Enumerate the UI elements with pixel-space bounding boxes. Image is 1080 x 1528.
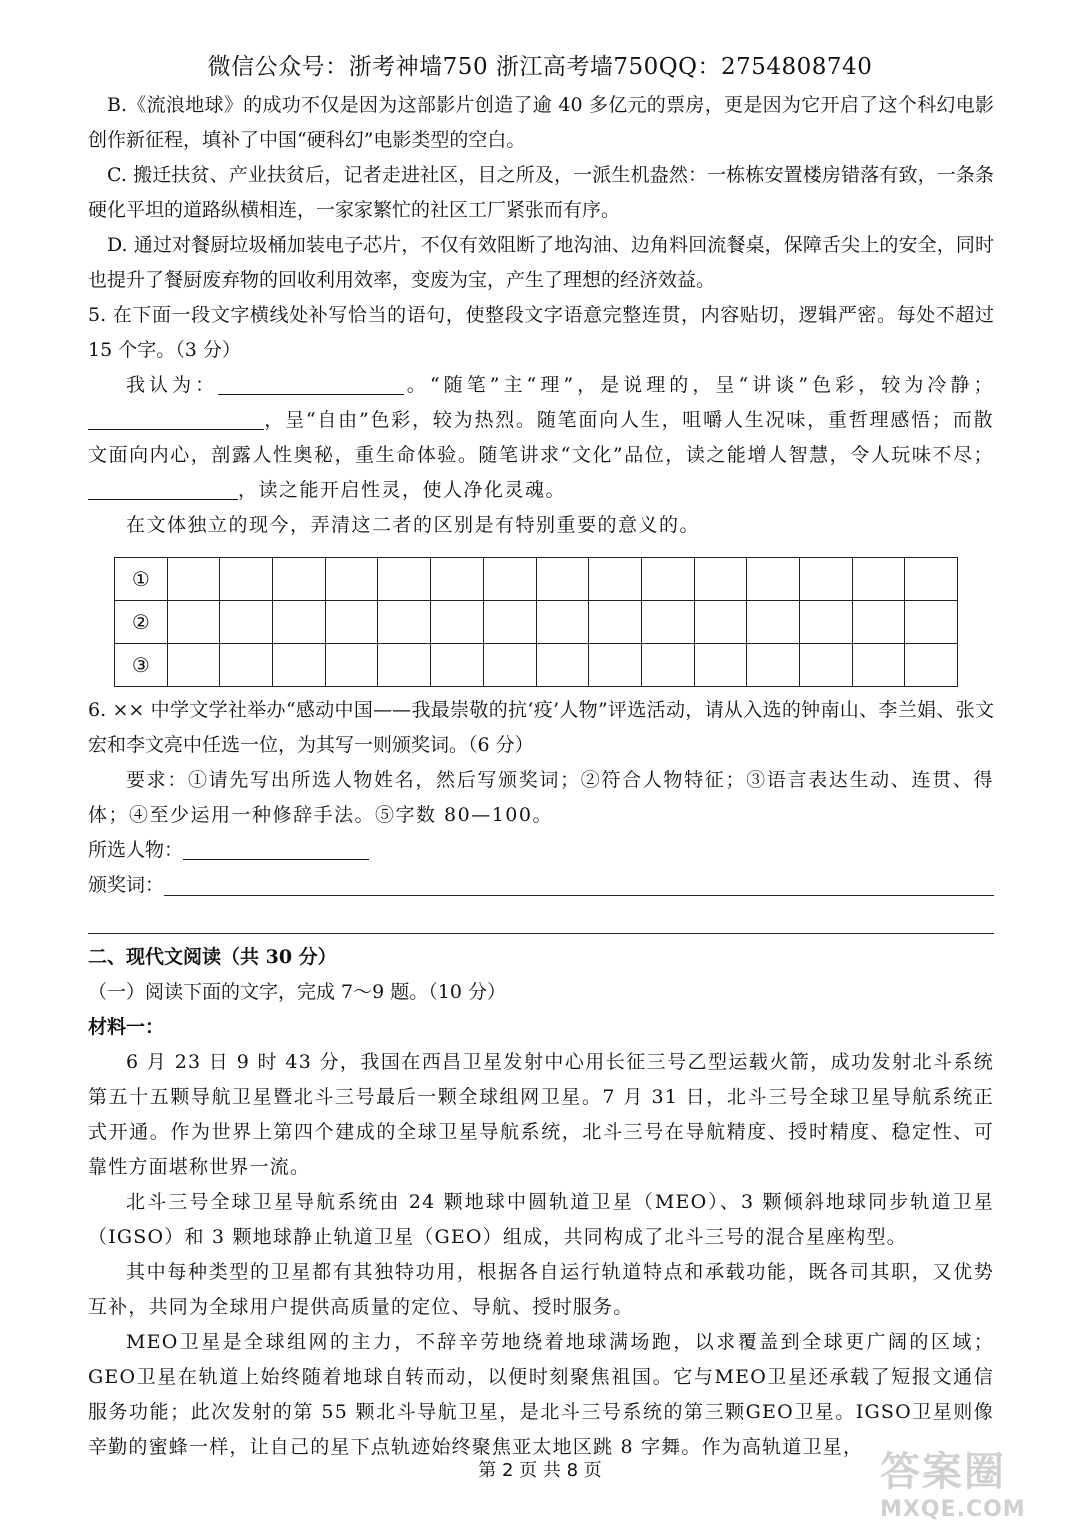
grid-row	[115, 601, 958, 644]
grid-cell[interactable]	[378, 601, 431, 644]
grid-cell[interactable]	[641, 558, 694, 601]
reading-paragraph: 其中每种类型的卫星都有其独特功用，根据各自运行轨道特点和承载功能，既各司其职，又优势互补，共同为全球用户提供高质量的定位、导航、授时服务。	[88, 1261, 994, 1318]
grid-cell[interactable]	[220, 644, 273, 687]
q5-text-a: 我认为：	[126, 374, 219, 396]
grid-cell[interactable]	[852, 644, 905, 687]
q6-award-row	[88, 868, 994, 903]
option-d: D. 通过对餐厨垃圾桶加装电子芯片，不仅有效阻断了地沟油、边角料回流餐桌，保障舌尖上的安全，同时也提升了餐厨废弃物的回收利用效率，变废为宝，产生了理想的经济效益。	[88, 234, 994, 291]
grid-cell[interactable]	[694, 644, 747, 687]
q5-closing: 在文体独立的现今，弄清这二者的区别是有特别重要的意义的。	[126, 514, 701, 536]
reading-paragraph: 北斗三号全球卫星导航系统由 24 颗地球中圆轨道卫星（MEO）、3 颗倾斜地球同步轨道卫星（IGSO）和 3 颗地球静止轨道卫星（GEO）组成，共同构成了北斗三号的混合星座构型。	[88, 1191, 994, 1248]
grid-cell[interactable]	[852, 601, 905, 644]
grid-cell[interactable]	[589, 644, 642, 687]
q6-stem: 6. ×× 中学文学社举办“感动中国——我最崇敬的抗‘疫’人物”评选活动，请从入选的钟南山、李兰娟、张文宏和李文亮中任选一位，为其写一则颁奖词。（6 分）	[88, 699, 994, 756]
grid-cell[interactable]	[378, 558, 431, 601]
page-content	[88, 88, 994, 1465]
q5-blank-2[interactable]	[88, 407, 264, 430]
section-title: 二、现代文阅读（共 30 分）	[88, 946, 337, 968]
grid-cell[interactable]	[905, 644, 958, 687]
person-label: 所选人物：	[88, 839, 184, 861]
grid-cell[interactable]	[747, 558, 800, 601]
section-subtitle: （一）阅读下面的文字，完成 7～9 题。（10 分）	[88, 981, 506, 1003]
grid-cell[interactable]	[167, 644, 220, 687]
grid-cell[interactable]	[273, 558, 326, 601]
watermark-logo	[880, 1440, 1070, 1520]
grid-cell[interactable]	[589, 601, 642, 644]
grid-cell[interactable]	[220, 601, 273, 644]
page-header: 微信公众号：浙考神墙750 浙江高考墙750QQ：2754808740	[207, 54, 873, 80]
grid-cell[interactable]	[273, 601, 326, 644]
grid-cell[interactable]	[483, 558, 536, 601]
grid-cell[interactable]	[747, 644, 800, 687]
grid-cell[interactable]	[799, 558, 852, 601]
q5-stem: 5. 在下面一段文字横线处补写恰当的语句，使整段文字语意完整连贯，内容贴切，逻辑严密。每处不超过 15 个字。（3 分）	[88, 304, 994, 361]
grid-cell[interactable]	[483, 601, 536, 644]
grid-cell[interactable]	[852, 558, 905, 601]
grid-row	[115, 644, 958, 687]
grid-cell[interactable]	[378, 644, 431, 687]
grid-cell[interactable]	[431, 601, 484, 644]
grid-cell[interactable]	[325, 558, 378, 601]
answer-grid	[114, 557, 958, 687]
grid-row-label: ②	[115, 601, 168, 644]
q5-blank-3[interactable]	[88, 477, 238, 500]
grid-cell[interactable]	[641, 644, 694, 687]
grid-cell[interactable]	[483, 644, 536, 687]
award-label: 颁奖词：	[88, 874, 165, 896]
grid-cell[interactable]	[536, 558, 589, 601]
grid-cell[interactable]	[167, 558, 220, 601]
award-input-line-2[interactable]	[88, 903, 994, 934]
grid-cell[interactable]	[694, 558, 747, 601]
material-label: 材料一：	[88, 1016, 165, 1038]
grid-row	[115, 558, 958, 601]
q5-text-d: ，读之能开启性灵，使人净化灵魂。	[238, 479, 567, 501]
reading-paragraph: MEO卫星是全球组网的主力，不辞辛劳地绕着地球满场跑，以求覆盖到全球更广阔的区域；GEO卫星在轨道上始终随着地球自转而动，以便时刻聚焦祖国。它与MEO卫星还承载了短报文通信服务功能；此次发射的第 55 颗北斗导航卫星，是北斗三号系统的第三颗GEO卫星。IGSO卫星则像辛勤的蜜蜂一样，让自己的星下点轨迹始终聚焦亚太地区跳 8 字舞。作为高轨道卫星，	[88, 1331, 994, 1458]
grid-cell[interactable]	[747, 601, 800, 644]
grid-cell[interactable]	[694, 601, 747, 644]
reading-paragraph: 6 月 23 日 9 时 43 分，我国在西昌卫星发射中心用长征三号乙型运载火箭，成功发射北斗系统第五十五颗导航卫星暨北斗三号最后一颗全球组网卫星。7 月 31 日，北斗三号全球卫星导航系统正式开通。作为世界上第四个建成的全球卫星导航系统，北斗三号在导航精度、授时精度、稳定性、可靠性方面堪称世界一流。	[88, 1051, 994, 1178]
grid-cell[interactable]	[905, 601, 958, 644]
q5-text-b: 。“随笔”主“理”，是说理的，呈“讲谈”色彩，较为冷静；	[404, 374, 994, 396]
grid-cell[interactable]	[325, 601, 378, 644]
grid-cell[interactable]	[273, 644, 326, 687]
option-b: B.《流浪地球》的成功不仅是因为这部影片创造了逾 40 多亿元的票房，更是因为它开启了这个科幻电影创作新征程，填补了中国“硬科幻”电影类型的空白。	[88, 94, 994, 151]
grid-cell[interactable]	[905, 558, 958, 601]
grid-cell[interactable]	[536, 644, 589, 687]
grid-cell[interactable]	[431, 644, 484, 687]
q5-passage	[88, 368, 994, 508]
q5-blank-1[interactable]	[218, 372, 404, 395]
grid-cell[interactable]	[220, 558, 273, 601]
watermark-line-2: MXQE.COM	[880, 1497, 1026, 1522]
grid-row-label: ③	[115, 644, 168, 687]
grid-cell[interactable]	[589, 558, 642, 601]
watermark-line-1: 答案圈	[880, 1449, 1006, 1495]
grid-cell[interactable]	[167, 601, 220, 644]
grid-cell[interactable]	[536, 601, 589, 644]
grid-cell[interactable]	[431, 558, 484, 601]
q5-text-c: ，呈“自由”色彩，较为热烈。随笔面向人生，咀嚼人生况味，重哲理感悟；而散文面向内心，剖露人性奥秘，重生命体验。随笔讲求“文化”品位，读之能增人智慧，令人玩味不尽；	[88, 409, 994, 466]
grid-row-label: ①	[115, 558, 168, 601]
page-number: 第 2 页 共 8 页	[478, 1460, 602, 1481]
grid-cell[interactable]	[325, 644, 378, 687]
q6-requirements: 要求：①请先写出所选人物姓名，然后写颁奖词；②符合人物特征；③语言表达生动、连贯、得体；④至少运用一种修辞手法。⑤字数 80—100。	[88, 769, 994, 826]
award-input-line-1[interactable]	[164, 868, 994, 896]
q6-person-row	[88, 833, 994, 868]
option-c: C. 搬迁扶贫、产业扶贫后，记者走进社区，目之所及，一派生机盎然：一栋栋安置楼房错落有致，一条条硬化平坦的道路纵横相连，一家家繁忙的社区工厂紧张而有序。	[88, 164, 994, 221]
grid-cell[interactable]	[641, 601, 694, 644]
grid-cell[interactable]	[799, 644, 852, 687]
grid-cell[interactable]	[799, 601, 852, 644]
person-input[interactable]	[183, 837, 369, 860]
